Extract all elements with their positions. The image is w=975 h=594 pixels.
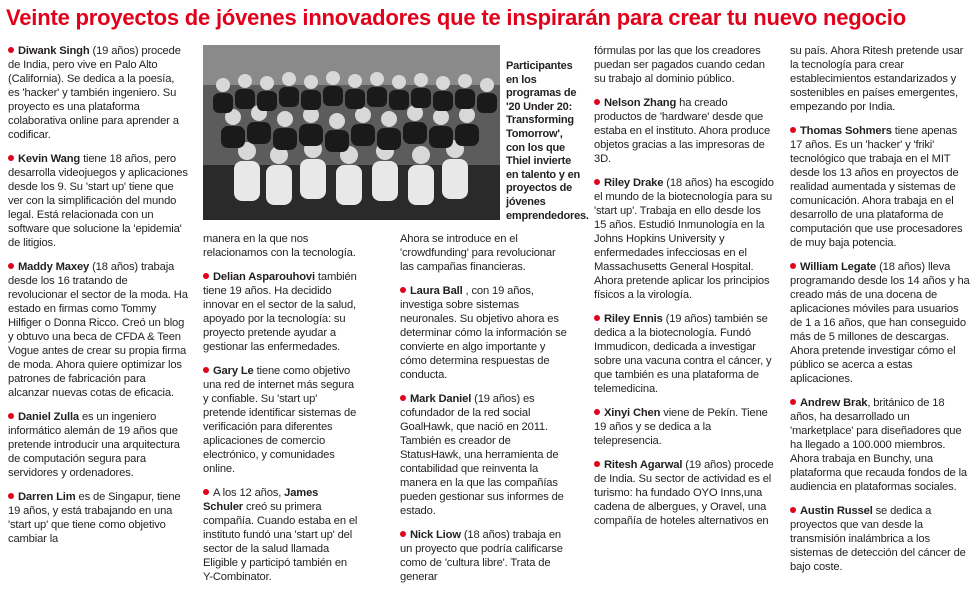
bullet-icon	[8, 263, 14, 269]
profile-text: tiene apenas 17 años. Es un 'hacker' y 'friki' tecnológico que trabaja en el MIT desde los 13 años en proyectos de realidad aumentada y sistemas de comunicación. Ahora trabaja en el desarrollo de una plataforma de computación que use procesadores de muy baja potencia.	[790, 125, 963, 249]
profile-name: Delian Asparouhovi	[213, 271, 315, 283]
group-photo	[203, 45, 500, 220]
profile-text: (19 años) procede de India. Su sector de actividad es el turismo: ha fundado OYO Inns,una cadena de albergues, y Oravel, una compañía de hoteles alternativos en	[594, 459, 774, 527]
group-photo-image	[203, 45, 500, 220]
profile-ritesh-agarwal-continued	[790, 44, 970, 114]
bullet-icon	[790, 399, 796, 405]
profile-austin-russel	[790, 504, 970, 574]
column-5	[790, 44, 970, 584]
bullet-icon	[8, 413, 14, 419]
profile-james-schuler	[203, 486, 358, 584]
bullet-icon	[790, 127, 796, 133]
bullet-icon	[400, 531, 406, 537]
profile-thomas-sohmers	[790, 124, 970, 250]
profile-nick-liow-continued	[594, 44, 774, 86]
bullet-icon	[594, 179, 600, 185]
profile-name: Austin Russel	[800, 505, 873, 517]
bullet-icon	[790, 507, 796, 513]
bullet-icon	[790, 263, 796, 269]
bullet-icon	[400, 395, 406, 401]
profile-text: su país. Ahora Ritesh pretende usar la tecnología para crear establecimientos estandarizados y sostenibles en países emergentes, empezando por India.	[790, 45, 964, 113]
profile-name: Ritesh Agarwal	[604, 459, 683, 471]
profile-text-pre: A los 12 años,	[213, 487, 285, 499]
bullet-icon	[594, 409, 600, 415]
profile-delian-asparouhovi	[203, 270, 358, 354]
profile-text: , británico de 18 años, ha desarrollado un 'marketplace' para diseñadores que ha llegado a 100.000 miembros. Ahora trabaja en Bunchy, una plataforma que recauda fondos de la audiencia en plataformas sociales.	[790, 397, 967, 493]
profile-riley-drake	[594, 176, 774, 302]
profile-mark-daniel	[400, 392, 572, 518]
column-3	[400, 232, 572, 594]
profile-name: Xinyi Chen	[604, 407, 661, 419]
profile-gary-le	[203, 364, 358, 476]
profile-name: Riley Ennis	[604, 313, 663, 325]
bullet-icon	[594, 99, 600, 105]
profile-ritesh-agarwal	[594, 458, 774, 528]
profile-text: (19 años) es cofundador de la red social GoalHawk, que nació en 2011. También es creador de StatusHawk, una herramienta de contabilidad que reinventa la manera en la que las compañías pueden gestionar sus informes de estado.	[400, 393, 564, 517]
profile-name: William Legate	[800, 261, 877, 273]
profile-kevin-wang	[8, 152, 188, 250]
profile-nick-liow-prev-continued	[400, 232, 572, 274]
profile-diwank-singh	[8, 44, 188, 142]
bullet-icon	[594, 461, 600, 467]
profile-text: , con 19 años, investiga sobre sistemas neuronales. Su objetivo ahora es determinar cómo la información se convierte en algo importante y cómo determina respuestas de conducta.	[400, 285, 567, 381]
profile-name: Andrew Brak	[800, 397, 868, 409]
profile-name: Kevin Wang	[18, 153, 81, 165]
profile-darren-lim-continued	[203, 232, 358, 260]
profile-nick-liow	[400, 528, 572, 584]
bullet-icon	[594, 315, 600, 321]
profile-name: Maddy Maxey	[18, 261, 90, 273]
bullet-icon	[400, 287, 406, 293]
profile-xinyi-chen	[594, 406, 774, 448]
profile-text: (18 años) ha escogido el mundo de la biotecnología para su 'start up'. Trabaja en ello desde los 15 años. Estudió Inmunología en la Johns Hopkins University y enfermedades infecciosas en el Massachusetts General Hospital. Ahora pretende aplicar los principios físicos a la virología.	[594, 177, 774, 301]
profile-riley-ennis	[594, 312, 774, 396]
profile-text: es de Singapur, tiene 19 años, y está trabajando en una 'start up' que tiene como objetivo cambiar la	[8, 491, 181, 545]
profile-text: ha creado productos de 'hardware' desde que estaba en el instituto. Ahora produce objetos gracias a las impresoras de 3D.	[594, 97, 771, 165]
profile-name: Daniel Zulla	[18, 411, 79, 423]
profile-william-legate	[790, 260, 970, 386]
profile-name: Darren Lim	[18, 491, 76, 503]
profile-name: Thomas Sohmers	[800, 125, 892, 137]
profile-name: Nelson Zhang	[604, 97, 677, 109]
profile-text: (19 años) procede de India, pero vive en Palo Alto (California). Se dedica a la poesía, es 'hacker' y también ingeniero. Su proyecto es una plataforma colaborativa online para aprender a codificar.	[8, 45, 181, 141]
column-4	[594, 44, 774, 538]
column-1	[8, 44, 188, 556]
profile-text: (18 años) trabaja desde los 16 tratando de revolucionar el sector de la moda. Ha estado en firmas como Tommy Hilfiger o Donna Ricco. Creó un blog y obtuvo una beca de CFDA & Teen Vogue antes de crear su propia firma de moda. Ahora quiere optimizar los patrones de fabricación para alcanzar nuevas cotas de eficacia.	[8, 261, 188, 399]
profile-text: fórmulas por las que los creadores puedan ser pagados cuando cedan su trabajo al dominio público.	[594, 45, 765, 85]
profile-name: Mark Daniel	[410, 393, 472, 405]
profile-text: (18 años) trabaja en un proyecto que podría calificarse como de 'cultura libre'. Trata de generar	[400, 529, 563, 583]
profile-laura-ball	[400, 284, 572, 382]
profile-text: también tiene 19 años. Ha decidido innovar en el sector de la salud, apoyado por la tecnología: su proyecto pretende ayudar a gestionar las enfermedades.	[203, 271, 357, 353]
bullet-icon	[8, 155, 14, 161]
profile-nelson-zhang	[594, 96, 774, 166]
bullet-icon	[8, 47, 14, 53]
profile-text: se dedica a proyectos que van desde la transmisión inalámbrica a los sistemas de detección del cáncer de bajo coste.	[790, 505, 966, 573]
headline: Veinte proyectos de jóvenes innovadores que te inspirarán para crear tu nuevo negocio	[6, 5, 906, 30]
profile-text: viene de Pekín. Tiene 19 años y se dedica a la telepresencia.	[594, 407, 768, 447]
profile-text: creó su primera compañía. Cuando estaba en el instituto fundó una 'start up' del sector de la salud llamada Eligible y participó también en Y-Combinator.	[203, 501, 358, 583]
profile-name: Nick Liow	[410, 529, 461, 541]
profile-daniel-zulla	[8, 410, 188, 480]
profile-text: (18 años) lleva programando desde los 14 años y ha creado más de una docena de aplicaciones móviles para usuarios de 1 a 16 años, que han conseguido más de 5 millones de descargas. Ahora pretende investigar cómo el público se acerca a estas aplicaciones.	[790, 261, 970, 385]
column-2	[203, 232, 358, 594]
bullet-icon	[203, 273, 209, 279]
profile-name: Riley Drake	[604, 177, 664, 189]
bullet-icon	[8, 493, 14, 499]
profile-text: manera en la que nos relacionamos con la tecnología.	[203, 233, 356, 259]
profile-darren-lim	[8, 490, 188, 546]
photo-caption: Participantes en los programas de '20 Under 20: Transforming Tomorrow', con los que Thiel invierte en talento y en proyectos de jóvenes emprendedores.	[506, 60, 589, 222]
profile-andrew-brak	[790, 396, 970, 494]
profile-maddy-maxey	[8, 260, 188, 400]
profile-text: Ahora se introduce en el 'crowdfunding' para revolucionar las campañas financieras.	[400, 233, 556, 273]
profile-name: Diwank Singh	[18, 45, 90, 57]
profile-text: tiene como objetivo una red de internet más segura y confiable. Su 'start up' pretende identificar sistemas de verificación para diferentes aplicaciones de comercio electrónico, y comunidades online.	[203, 365, 357, 475]
profile-name: Laura Ball	[410, 285, 463, 297]
profile-text: es un ingeniero informático alemán de 19 años que pretende introducir una arquitectura de computación segura para servidores y ordenadores.	[8, 411, 180, 479]
profile-name: James Schuler	[203, 487, 319, 513]
profile-text: tiene 18 años, pero desarrolla videojuegos y aplicaciones desde los 9. Su 'start up' tiene que ver con la simplificación del mundo legal. Está relacionada con un software que solucione la 'epidemia' de litigios.	[8, 153, 188, 249]
bullet-icon	[203, 489, 209, 495]
profile-name: Gary Le	[213, 365, 254, 377]
profile-text: (19 años) también se dedica a la biotecnología. Fundó Immudicon, dedicada a investigar sobre una vacuna contra el cáncer, y que también es una plataforma de telemedicina.	[594, 313, 772, 395]
bullet-icon	[203, 367, 209, 373]
